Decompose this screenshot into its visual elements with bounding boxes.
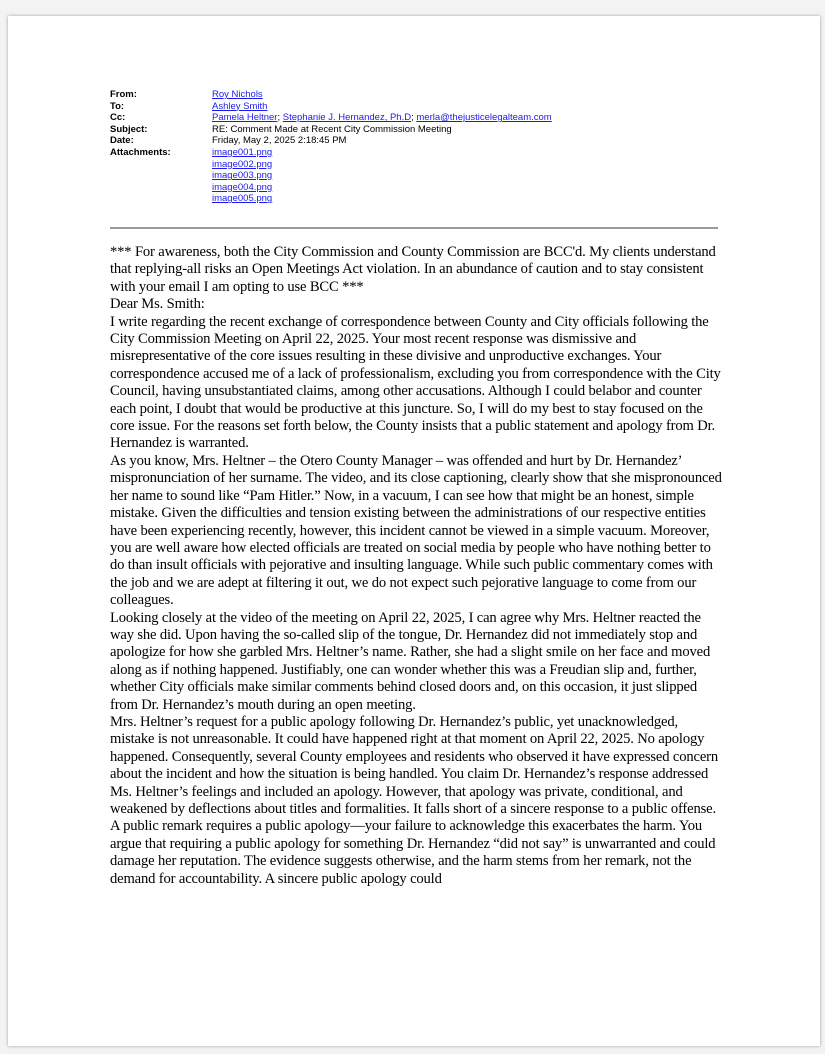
body-paragraph: Looking closely at the video of the meeting on April 22, 2025, I can agree why Mrs. Heltner reacted the way she did. Upon having the so-called slip of the tongue, Dr. Hernandez did not immediately stop and apologize for how she garbled Mrs. Heltner’s name. Rather, she had a slight smile on her face and moved along as if nothing happened. Justifiably, one can wonder whether this was a Freudian slip and, further, whether City officials make similar comments behind closed doors and, on this occasion, it just slipped from Dr. Hernandez’s mouth during an open meeting. [110, 609, 711, 713]
attachment-link-1[interactable]: image001.png [212, 146, 273, 158]
date-label: Date: [110, 135, 134, 147]
subject-label: Subject: [110, 123, 148, 135]
attachments-row [110, 147, 720, 205]
header-divider [110, 227, 718, 229]
attachment-link-5[interactable]: image005.png [212, 193, 273, 205]
attachments-label: Attachments: [110, 146, 171, 158]
body-paragraph: Mrs. Heltner’s request for a public apology following Dr. Hernandez’s public, yet unacknowledged, mistake is not unreasonable. It could have happened right at that moment on April 22, 2025. No apology happened. Consequently, several County employees and residents who observed it have expressed concern about the incident and how the situation is being handled. You claim Dr. Hernandez’s response addressed Ms. Heltner’s feelings and included an apology. However, that apology was private, conditional, and weakened by deflections about titles and formalities. It falls short of a sincere response to a public offense. A public remark requires a public apology—your failure to acknowledge this exacerbates the harm. You argue that requiring a public apology for something Dr. Hernandez “did not say” is unwarranted and could damage her reputation. The evidence suggests otherwise, and the harm stems from her remark, not the demand for accountability. A sincere public apology could [110, 713, 719, 887]
from-label: From: [110, 89, 137, 100]
cc-link-2[interactable]: Stephanie J. Hernandez, Ph.D [282, 112, 412, 124]
attachments-list [212, 147, 720, 205]
subject-value: RE: Comment Made at Recent City Commission Meeting [212, 123, 452, 135]
attachment-link-4[interactable]: image004.png [212, 181, 273, 193]
cc-link-3[interactable]: merla@thejusticelegalteam.com [416, 112, 552, 124]
attachment-link-2[interactable]: image002.png [212, 158, 273, 170]
email-header [110, 89, 720, 205]
salutation: Dear Ms. Smith: [110, 296, 205, 313]
to-link[interactable]: Ashley Smith [212, 100, 268, 112]
cc-link-1[interactable]: Pamela Heltner [212, 112, 278, 124]
bcc-notice: *** For awareness, both the City Commission and County Commission are BCC'd. My clients understand that replying-all risks an Open Meetings Act violation. In an abundance of caution and to stay consistent with your email I am opting to use BCC *** [110, 244, 716, 295]
to-row [110, 101, 720, 113]
body-paragraph: I write regarding the recent exchange of correspondence between County and City officials following the City Commission Meeting on April 22, 2025. Your most recent response was dismissive and misrepresentative of the core issues resulting in these divisive and unproductive exchanges. Your correspondence accused me of a lack of professionalism, excluding you from correspondence with the City Council, having unsubstantiated claims, among other accusations. Although I could belabor and counter each point, I doubt that would be productive at this juncture. So, I will do my best to stay focused on the core issue. For the reasons set forth below, the County insists that a public statement and apology from Dr. Hernandez is warranted. [110, 313, 721, 452]
cc-label: Cc: [110, 112, 126, 124]
from-row [110, 89, 720, 101]
attachment-link-3[interactable]: image003.png [212, 170, 273, 182]
to-label: To: [110, 100, 125, 112]
document-page [8, 16, 820, 1046]
cc-separator: ; [277, 112, 283, 124]
cc-separator: ; [411, 112, 417, 124]
email-body [110, 244, 722, 888]
from-link[interactable]: Roy Nichols [212, 89, 263, 100]
cc-row [110, 112, 720, 124]
date-value: Friday, May 2, 2025 2:18:45 PM [212, 135, 347, 147]
body-paragraph: As you know, Mrs. Heltner – the Otero County Manager – was offended and hurt by Dr. Hernandez’ mispronunciation of her surname. The video, and its close captioning, clearly show that she mispronounced her name to sound like “Pam Hitler.” Now, in a vacuum, I can see how that might be an honest, simple mistake. Given the difficulties and tension existing between the administrations of our respective entities have been experiencing recently, however, this incident cannot be viewed in a simple vacuum. Moreover, you are well aware how elected officials are treated on social media by people who have nothing better to do than insult officials with pejorative and insulting language. While such public commentary comes with the job and we are adept at filtering it out, we do not expect such pejorative language to come from our colleagues. [110, 452, 722, 609]
subject-row [110, 124, 720, 136]
date-row [110, 135, 720, 147]
